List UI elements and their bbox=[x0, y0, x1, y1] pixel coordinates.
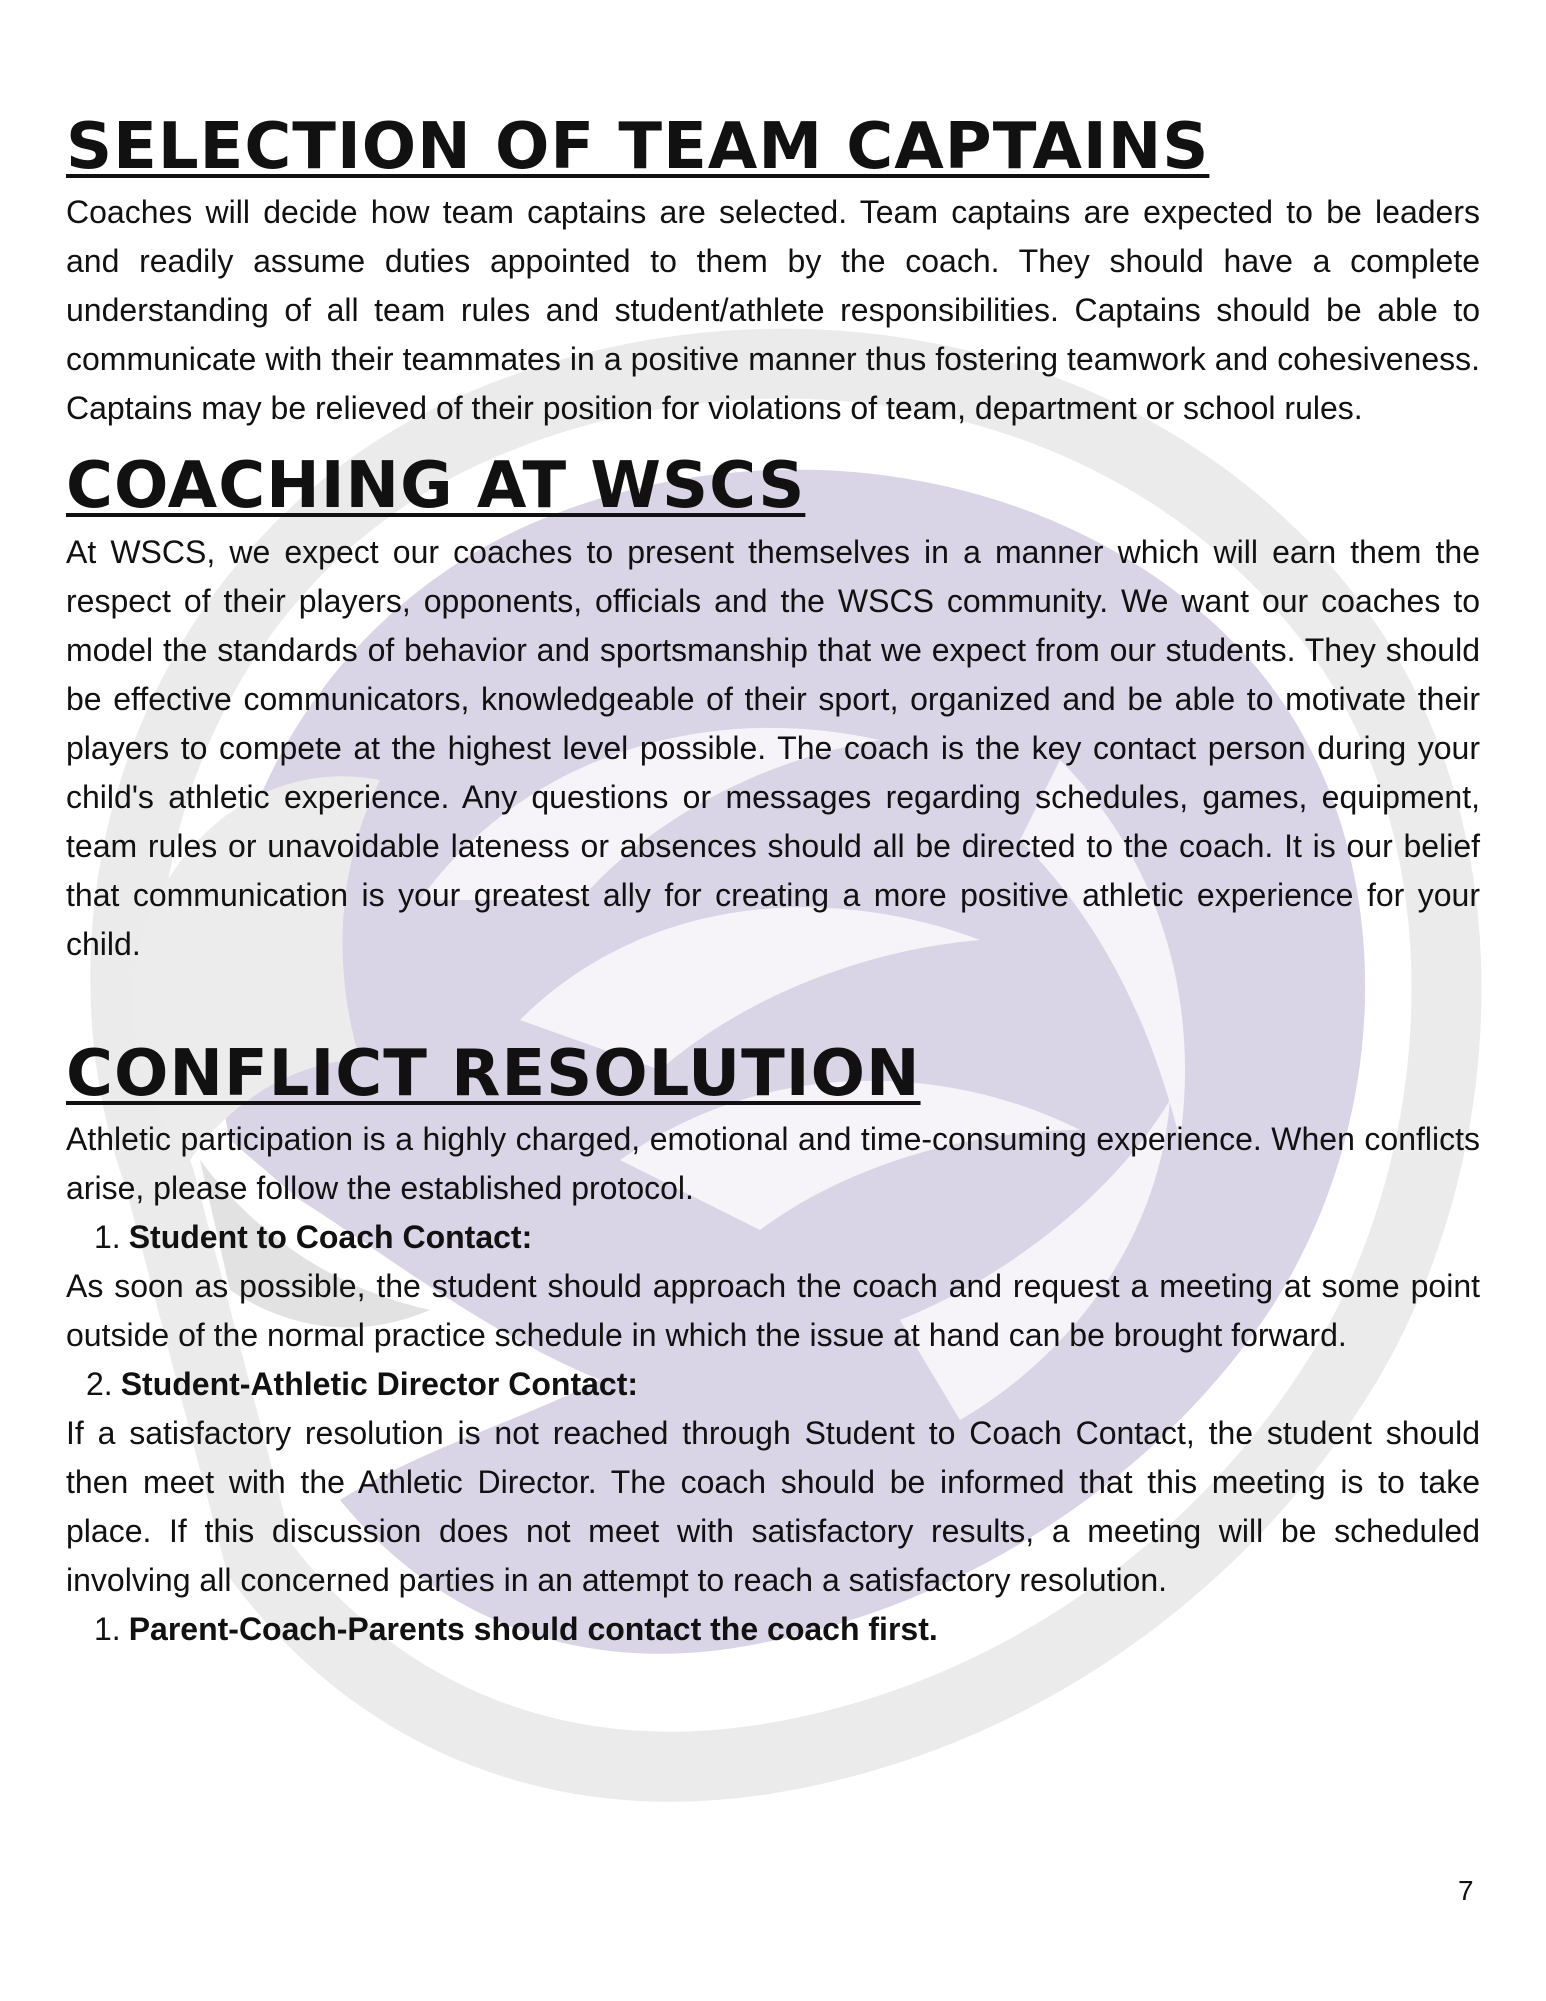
step-number: 1. bbox=[94, 1219, 121, 1256]
document-page bbox=[66, 112, 1480, 1672]
paragraph-student-coach: As soon as possible, the student should approach the coach and request a meeting at some point outside of the normal practice schedule in which the issue at hand can be brought forward. bbox=[66, 1268, 1480, 1354]
step-athletic-director-title bbox=[66, 1360, 1480, 1409]
heading-coaching: COACHING AT WSCS bbox=[66, 449, 806, 524]
page-number: 7 bbox=[1458, 1875, 1474, 1906]
heading-conflict-resolution: CONFLICT RESOLUTION bbox=[66, 1036, 921, 1111]
paragraph-coaching: At WSCS, we expect our coaches to present themselves in a manner which will earn them the respect of their players, opponents, officials and the WSCS community. We want our coaches to model the standards of behavior and sportsmanship that we expect from our students. They should be effective communicators, knowledgeable of their sport, organized and be able to motivate their players to compete at the highest level possible. The coach is the key contact person during your child's athletic experience. Any questions or messages regarding schedules, games, equipment, team rules or unavoidable lateness or absences should all be directed to the coach. It is our belief that communication is your greatest ally for creating a more positive athletic experience for your child. bbox=[66, 533, 1480, 962]
step-title: Parent-Coach-Parents should contact the coach first. bbox=[128, 1611, 938, 1648]
step-title: Student-Athletic Director Contact: bbox=[120, 1366, 639, 1403]
paragraph-team-captains: Coaches will decide how team captains are selected. Team captains are expected to be leaders and readily assume duties appointed to them by the coach. They should have a complete understanding of all team rules and student/athlete responsibilities. Captains should be able to communicate with their teammates in a positive manner thus fostering teamwork and cohesiveness. Captains may be relieved of their position for violations of team, department or school rules. bbox=[66, 194, 1480, 427]
step-number: 2. bbox=[86, 1366, 113, 1403]
heading-team-captains: SELECTION OF TEAM CAPTAINS bbox=[66, 110, 1210, 184]
step-parent-coach-title bbox=[66, 1605, 1480, 1654]
section-conflict-resolution bbox=[66, 1036, 1480, 1654]
step-title: Student to Coach Contact: bbox=[128, 1219, 533, 1256]
paragraph-conflict-intro: Athletic participation is a highly charged, emotional and time-consuming experience. When conflicts arise, please follow the established protocol. bbox=[66, 1121, 1480, 1207]
step-student-coach-title bbox=[66, 1213, 1480, 1262]
section-team-captains bbox=[66, 112, 1480, 433]
paragraph-athletic-director: If a satisfactory resolution is not reached through Student to Coach Contact, the student should then meet with the Athletic Director. The coach should be informed that this meeting is to take place. If this discussion does not meet with satisfactory results, a meeting will be scheduled involving all concerned parties in an attempt to reach a satisfactory resolution. bbox=[66, 1415, 1480, 1599]
section-coaching bbox=[66, 451, 1480, 968]
step-number: 1. bbox=[94, 1611, 121, 1648]
